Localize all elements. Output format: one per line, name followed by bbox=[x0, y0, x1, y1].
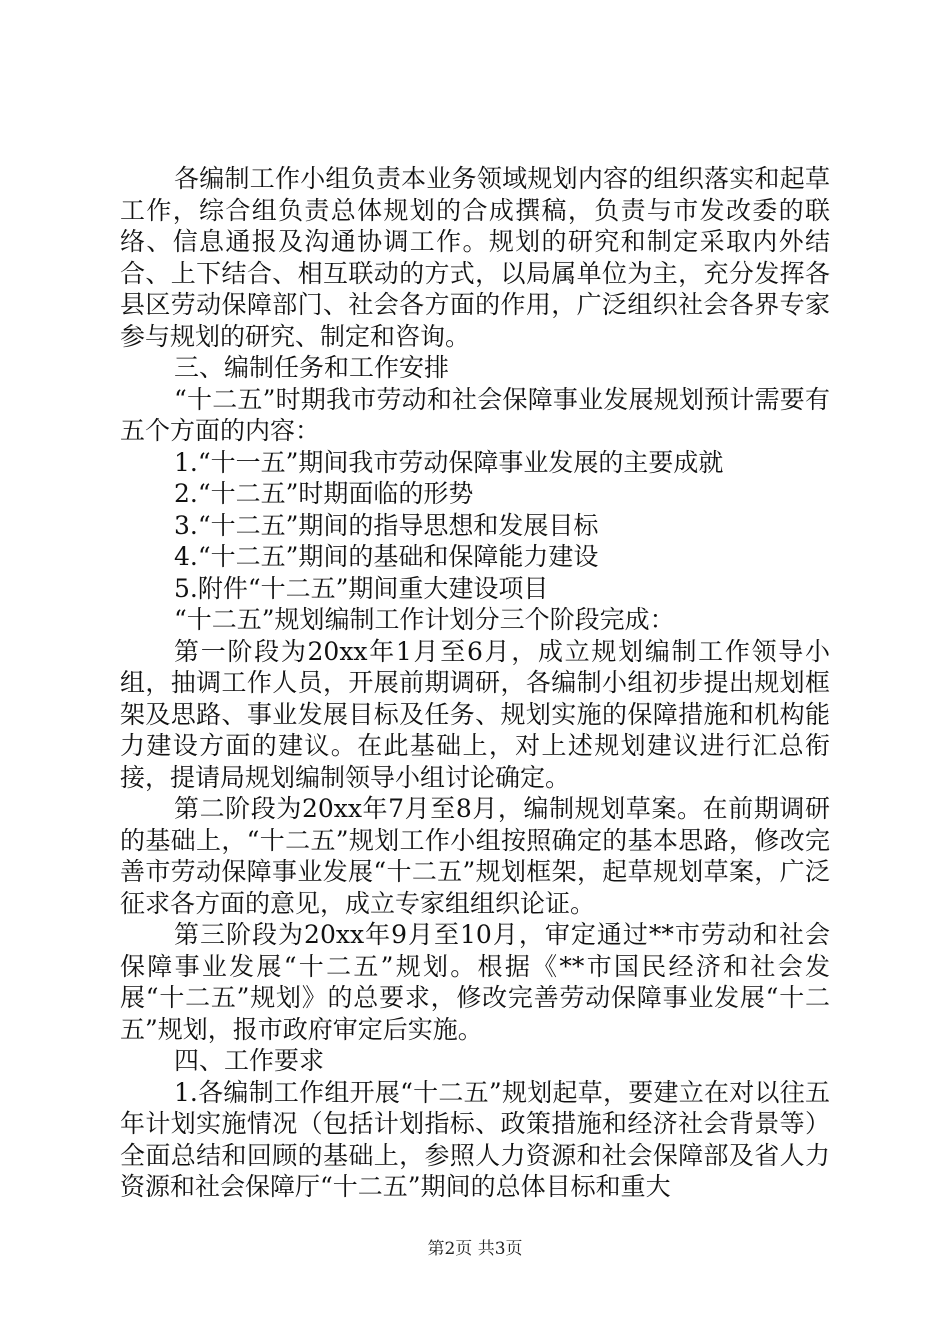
paragraph: “十二五”时期我市劳动和社会保障事业发展规划预计需要有五个方面的内容： bbox=[120, 384, 830, 445]
paragraph: “十二五”规划编制工作计划分三个阶段完成： bbox=[174, 605, 675, 634]
list-item: 3.“十二五”期间的指导思想和发展目标 bbox=[174, 510, 599, 540]
section-heading: 三、编制任务和工作安排 bbox=[174, 353, 450, 382]
paragraph: 1.各编制工作组开展“十二五”规划起草，要建立在对以往五年计划实施情况（包括计划指标、政策措施和经济社会背景等）全面总结和回顾的基础上，参照人力资源和社会保障部及省人力资源和社会保障厅“十二五”期间的总体目标和重大 bbox=[120, 1077, 830, 1201]
page-number-footer: 第2页 共3页 bbox=[427, 1239, 523, 1259]
list-item: 2.“十二五”时期面临的形势 bbox=[174, 479, 474, 508]
list-item: 5.附件“十二五”期间重大建设项目 bbox=[174, 573, 549, 603]
paragraph: 各编制工作小组负责本业务领域规划内容的组织落实和起草工作，综合组负责总体规划的合成撰稿，负责与市发改委的联络、信息通报及沟通协调工作。规划的研究和制定采取内外结合、上下结合、相互联动的方式，以局属单位为主，充分发挥各县区劳动保障部门、社会各方面的作用，广泛组织社会各界专家参与规划的研究、制定和咨询。 bbox=[120, 164, 830, 351]
paragraph: 第一阶段为20xx年1月至6月，成立规划编制工作领导小组，抽调工作人员，开展前期调研，各编制小组初步提出规划框架及思路、事业发展目标及任务、规划实施的保障措施和机构能力建设方面的建议。在此基础上，对上述规划建议进行汇总衔接，提请局规划编制领导小组讨论确定。 bbox=[120, 636, 830, 792]
section-heading: 四、工作要求 bbox=[174, 1046, 325, 1075]
list-item: 4.“十二五”期间的基础和保障能力建设 bbox=[174, 542, 599, 571]
document-body bbox=[120, 163, 830, 1203]
paragraph: 第二阶段为20xx年7月至8月，编制规划草案。在前期调研的基础上，“十二五”规划工作小组按照确定的基本思路，修改完善市劳动保障事业发展“十二五”规划框架，起草规划草案，广泛征求各方面的意见，成立专家组组织论证。 bbox=[120, 794, 830, 918]
paragraph: 第三阶段为20xx年9月至10月，审定通过**市劳动和社会保障事业发展“十二五”规划。根据《**市国民经济和社会发展“十二五”规划》的总要求，修改完善劳动保障事业发展“十二五”规划，报市政府审定后实施。 bbox=[120, 920, 830, 1044]
list-item: 1.“十一五”期间我市劳动保障事业发展的主要成就 bbox=[174, 447, 724, 477]
